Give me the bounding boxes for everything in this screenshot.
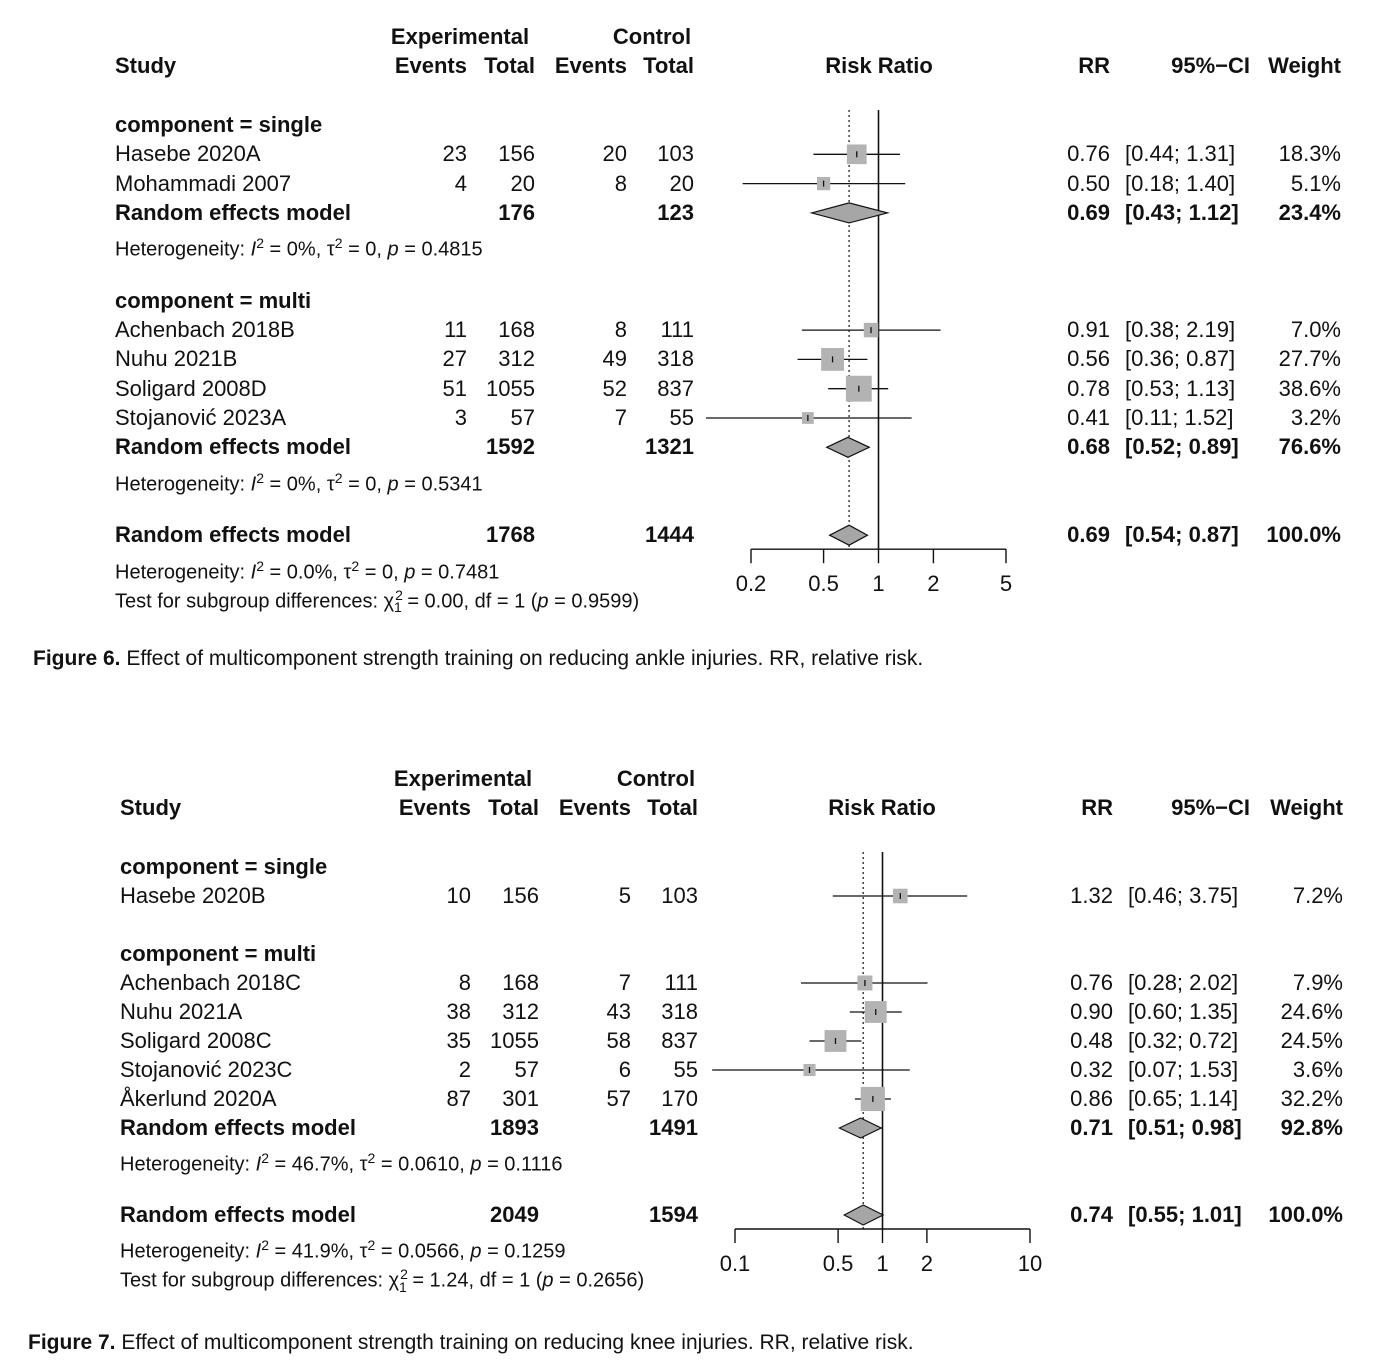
study-weight: 32.2% (1280, 1086, 1343, 1111)
header-weight: Weight (1268, 53, 1341, 78)
header-ctrl-events: Events (558, 795, 631, 820)
study-exp-events: 2 (458, 1057, 471, 1082)
study-weight: 5.1% (1290, 170, 1341, 196)
model-ctrl-total: 1594 (649, 1202, 698, 1227)
header-study: Study (120, 795, 182, 820)
model-exp-total: 176 (498, 199, 535, 225)
study-ctrl-total: 111 (660, 317, 694, 343)
study-weight: 24.5% (1280, 1028, 1343, 1053)
study-ci: [0.32; 0.72] (1128, 1028, 1239, 1053)
study-ctrl-total: 837 (657, 375, 694, 401)
subgroup-label: component = single (120, 854, 328, 879)
study-exp-total: 57 (514, 1057, 539, 1082)
heterogeneity-text: Heterogeneity: $I^2 = 46.7\%$, $\tau^2 = 0.0610$, p = 0.1116 (120, 1150, 563, 1176)
heterogeneity-text: Test for subgroup differences: $\chi^2_1 = 0.00$, df = 1 (p = 0.9599) (115, 586, 640, 616)
header-risk-ratio: Risk Ratio (825, 53, 933, 78)
model-weight: 76.6% (1278, 434, 1341, 460)
study-exp-events: 35 (446, 1028, 471, 1053)
figure-7 (0, 742, 1384, 1372)
study-weight: 7.2% (1292, 883, 1343, 908)
model-diamond (844, 1205, 883, 1225)
forest-plot (0, 742, 1384, 1372)
study-rr: 1.32 (1070, 883, 1113, 908)
study-ctrl-total: 111 (664, 970, 698, 995)
study-exp-events: 3 (454, 405, 467, 430)
header-rr: RR (1078, 53, 1110, 78)
x-tick-label: 2 (927, 571, 940, 597)
model-ctrl-total: 123 (657, 199, 694, 225)
study-exp-events: 4 (454, 170, 467, 196)
heterogeneity-text: Heterogeneity: $I^2 = 0\%$, $\tau^2 = 0$, p = 0.5341 (115, 469, 483, 496)
study-weight: 3.6% (1292, 1057, 1343, 1082)
header-exp-events: Events (394, 53, 467, 78)
model-ci: [0.43; 1.12] (1125, 199, 1239, 225)
header-ctrl-total: Total (643, 53, 694, 78)
study-ctrl-events: 7 (614, 405, 627, 430)
study-ci: [0.07; 1.53] (1128, 1057, 1239, 1082)
study-weight: 27.7% (1278, 346, 1341, 372)
study-ci: [0.60; 1.35] (1128, 999, 1239, 1024)
study-exp-total: 168 (498, 317, 535, 343)
study-ci: [0.38; 2.19] (1125, 317, 1236, 343)
header-ctrl-events: Events (554, 53, 627, 78)
model-label: Random effects model (115, 199, 351, 225)
header-risk-ratio: Risk Ratio (828, 795, 936, 820)
model-diamond (827, 437, 870, 457)
model-rr: 0.71 (1070, 1115, 1113, 1140)
x-tick-label: 0.2 (735, 571, 767, 597)
model-rr: 0.74 (1070, 1202, 1113, 1227)
caption-label: Figure 6. (33, 647, 121, 670)
study-exp-events: 8 (458, 970, 471, 995)
study-rr: 0.50 (1067, 170, 1110, 196)
model-ci: [0.52; 0.89] (1125, 434, 1239, 460)
model-weight: 100.0% (1268, 1202, 1343, 1227)
x-tick-label: 1 (876, 1251, 889, 1276)
model-label: Random effects model (115, 522, 351, 548)
study-rr: 0.48 (1070, 1028, 1113, 1053)
study-rr: 0.76 (1067, 141, 1110, 167)
model-ci: [0.54; 0.87] (1125, 522, 1239, 548)
study-label: Nuhu 2021B (115, 346, 238, 372)
study-ctrl-events: 52 (602, 375, 627, 401)
study-ci: [0.46; 3.75] (1128, 883, 1239, 908)
study-ctrl-total: 103 (657, 141, 694, 167)
header-rr: RR (1081, 795, 1113, 820)
study-weight: 24.6% (1280, 999, 1343, 1024)
study-weight: 18.3% (1278, 141, 1341, 167)
heterogeneity-text: Heterogeneity: $I^2 = 41.9\%$, $\tau^2 = 0.0566$, p = 0.1259 (120, 1237, 566, 1263)
study-weight: 7.9% (1292, 970, 1343, 995)
x-tick-label: 10 (1017, 1251, 1043, 1276)
study-ctrl-total: 837 (661, 1028, 698, 1053)
study-ctrl-events: 49 (602, 346, 627, 372)
study-exp-events: 87 (446, 1086, 471, 1111)
study-exp-total: 312 (498, 346, 535, 372)
study-exp-events: 51 (442, 375, 467, 401)
header-ctrl-total: Total (647, 795, 698, 820)
study-ci: [0.36; 0.87] (1125, 346, 1236, 372)
header-ci: 95%−CI (1171, 53, 1250, 78)
study-label: Stojanović 2023A (115, 405, 287, 430)
model-ci: [0.51; 0.98] (1128, 1115, 1242, 1140)
study-rr: 0.41 (1067, 405, 1110, 430)
model-exp-total: 1893 (490, 1115, 539, 1140)
header-control: Control (616, 766, 696, 791)
model-exp-total: 2049 (490, 1202, 539, 1227)
caption-text: Effect of multicomponent strength training on reducing ankle injuries. RR, relative risk. (120, 647, 924, 670)
study-label: Soligard 2008C (120, 1028, 272, 1053)
study-rr: 0.90 (1070, 999, 1113, 1024)
model-ci: [0.55; 1.01] (1128, 1202, 1242, 1227)
study-ci: [0.44; 1.31] (1125, 141, 1236, 167)
study-rr: 0.32 (1070, 1057, 1113, 1082)
study-ctrl-events: 58 (606, 1028, 631, 1053)
study-ctrl-total: 20 (669, 170, 694, 196)
study-ci: [0.18; 1.40] (1125, 170, 1236, 196)
study-ctrl-events: 7 (618, 970, 631, 995)
model-ctrl-total: 1444 (645, 522, 694, 548)
study-exp-total: 156 (498, 141, 535, 167)
model-diamond (839, 1118, 881, 1138)
model-rr: 0.69 (1067, 522, 1110, 548)
header-exp-total: Total (484, 53, 535, 78)
heterogeneity-text: Heterogeneity: $I^2 = 0.0\%$, $\tau^2 = 0$, p = 0.7481 (115, 557, 500, 584)
model-diamond (830, 525, 868, 545)
header-study: Study (115, 53, 177, 78)
x-tick-label: 2 (920, 1251, 934, 1276)
model-weight: 100.0% (1266, 522, 1341, 548)
study-exp-events: 27 (442, 346, 467, 372)
header-experimental: Experimental (390, 24, 530, 49)
model-diamond (812, 203, 888, 223)
study-exp-total: 312 (502, 999, 539, 1024)
header-weight: Weight (1270, 795, 1343, 820)
study-ctrl-total: 55 (669, 405, 694, 430)
header-experimental: Experimental (393, 766, 533, 791)
model-exp-total: 1768 (486, 522, 535, 548)
study-exp-total: 1055 (490, 1028, 539, 1053)
model-label: Random effects model (120, 1115, 356, 1140)
caption-label: Figure 7. (28, 1331, 116, 1354)
header-exp-total: Total (488, 795, 539, 820)
study-label: Hasebe 2020A (115, 141, 261, 167)
subgroup-label: component = single (115, 112, 323, 137)
study-ctrl-events: 8 (614, 170, 627, 196)
heterogeneity-text: Heterogeneity: $I^2 = 0\%$, $\tau^2 = 0$, p = 0.4815 (115, 235, 483, 261)
study-label: Achenbach 2018B (115, 317, 295, 343)
header-control: Control (612, 24, 692, 49)
model-label: Random effects model (120, 1202, 356, 1227)
study-ctrl-total: 318 (657, 346, 694, 372)
model-rr: 0.68 (1067, 434, 1110, 460)
study-ci: [0.11; 1.52] (1125, 405, 1234, 430)
x-tick-label: 0.5 (808, 571, 839, 597)
study-label: Hasebe 2020B (120, 883, 266, 908)
model-weight: 92.8% (1280, 1115, 1343, 1140)
x-tick-label: 1 (872, 571, 885, 597)
study-exp-total: 156 (502, 883, 539, 908)
study-ctrl-events: 43 (606, 999, 631, 1024)
figure-caption (28, 1330, 914, 1356)
study-exp-total: 168 (502, 970, 539, 995)
study-label: Stojanović 2023C (120, 1057, 293, 1082)
study-exp-events: 10 (446, 883, 471, 908)
study-weight: 3.2% (1290, 405, 1341, 430)
x-tick-label: 0.5 (822, 1251, 854, 1276)
study-exp-events: 11 (444, 317, 467, 343)
study-ctrl-events: 6 (618, 1057, 631, 1082)
heterogeneity-text: Test for subgroup differences: $\chi^2_1 = 1.24$, df = 1 (p = 0.2656) (120, 1266, 645, 1295)
study-rr: 0.56 (1067, 346, 1110, 372)
study-ctrl-events: 8 (614, 317, 627, 343)
study-exp-events: 38 (446, 999, 471, 1024)
study-ctrl-total: 103 (661, 883, 698, 908)
study-exp-total: 301 (502, 1086, 539, 1111)
x-tick-label: 5 (999, 571, 1013, 597)
model-ctrl-total: 1321 (645, 434, 694, 460)
figure-caption (33, 646, 923, 672)
study-weight: 38.6% (1278, 375, 1341, 401)
model-rr: 0.69 (1067, 199, 1110, 225)
study-weight: 7.0% (1290, 317, 1341, 343)
model-ctrl-total: 1491 (649, 1115, 698, 1140)
study-rr: 0.91 (1067, 317, 1110, 343)
study-rr: 0.78 (1067, 375, 1110, 401)
study-ci: [0.65; 1.14] (1128, 1086, 1239, 1111)
caption-text: Effect of multicomponent strength training on reducing knee injuries. RR, relative risk. (115, 1331, 914, 1354)
model-exp-total: 1592 (486, 434, 535, 460)
study-label: Åkerlund 2020A (120, 1086, 277, 1111)
model-weight: 23.4% (1278, 199, 1341, 225)
model-label: Random effects model (115, 434, 351, 460)
study-exp-events: 23 (442, 141, 467, 167)
study-label: Mohammadi 2007 (115, 170, 292, 196)
study-ctrl-total: 318 (661, 999, 698, 1024)
study-exp-total: 20 (510, 170, 535, 196)
study-ctrl-total: 170 (661, 1086, 698, 1111)
header-ci: 95%−CI (1171, 795, 1250, 820)
study-ctrl-events: 5 (618, 883, 631, 908)
study-label: Soligard 2008D (115, 375, 267, 401)
study-ci: [0.28; 2.02] (1128, 970, 1239, 995)
study-rr: 0.76 (1070, 970, 1113, 995)
study-ci: [0.53; 1.13] (1125, 375, 1236, 401)
study-label: Nuhu 2021A (120, 999, 243, 1024)
study-ctrl-events: 20 (602, 141, 627, 167)
study-ctrl-events: 57 (606, 1086, 631, 1111)
study-label: Achenbach 2018C (120, 970, 302, 995)
subgroup-label: component = multi (115, 287, 312, 313)
x-tick-label: 0.1 (719, 1251, 751, 1276)
header-exp-events: Events (398, 795, 471, 820)
subgroup-label: component = multi (120, 941, 317, 966)
study-exp-total: 57 (510, 405, 535, 430)
study-rr: 0.86 (1070, 1086, 1113, 1111)
study-exp-total: 1055 (486, 375, 535, 401)
study-ctrl-total: 55 (673, 1057, 698, 1082)
